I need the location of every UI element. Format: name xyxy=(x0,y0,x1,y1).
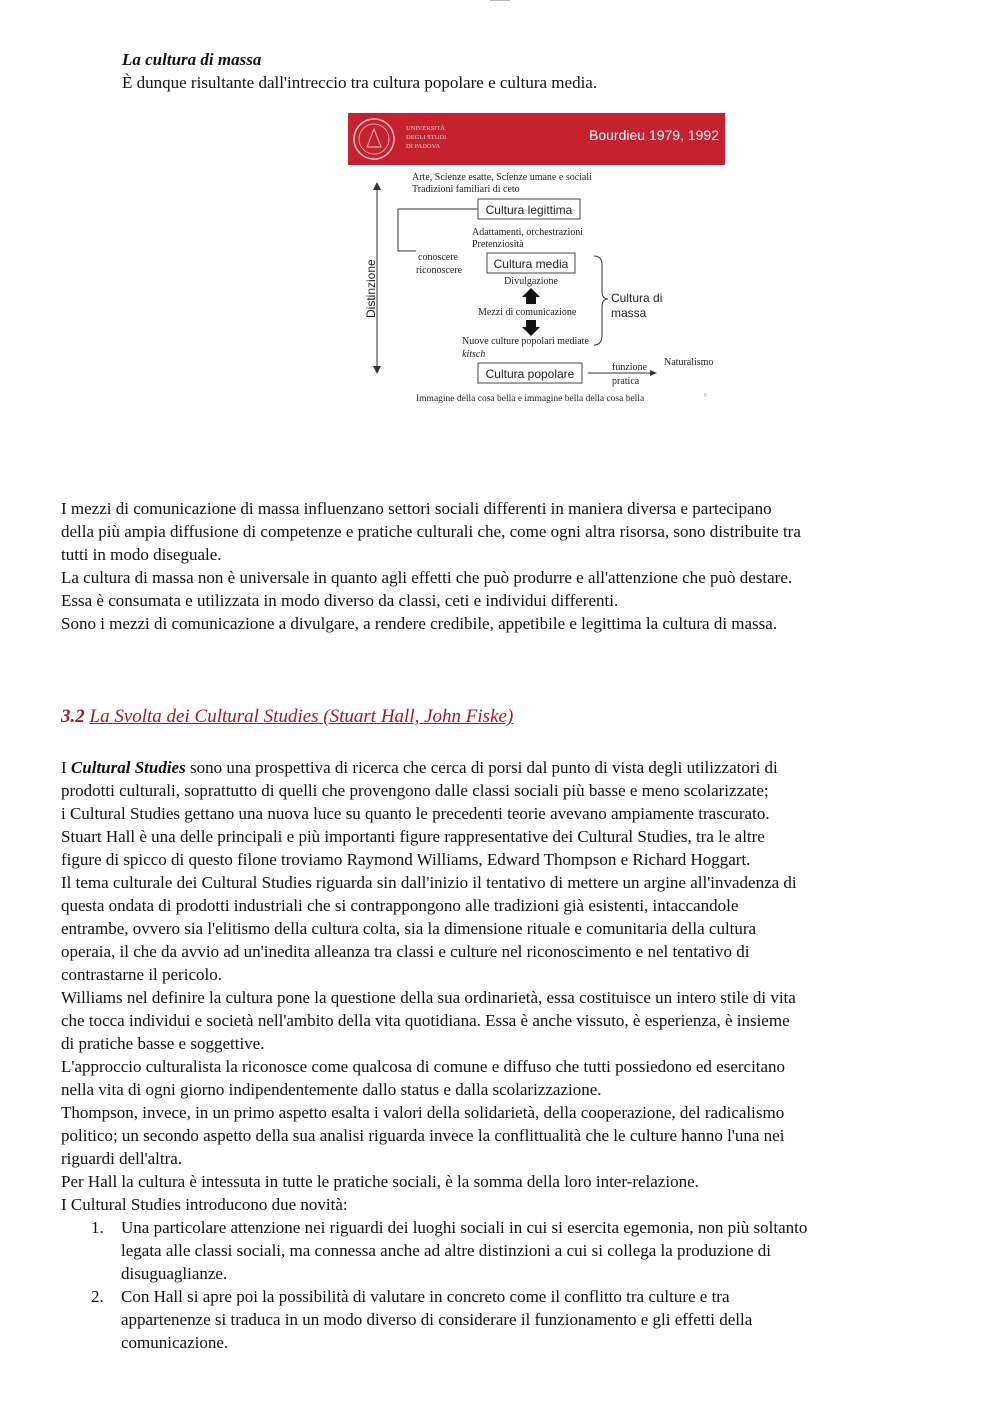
university-name-2: DEGLI STUDI xyxy=(406,134,447,141)
text-line: della più ampia diffusione di competenze e pratiche culturali che, come ogni altra risorsa, sono distribuite tra xyxy=(61,522,801,541)
text-line: La cultura di massa non è universale in quanto agli effetti che può produrre e all'attenzione che può destare. xyxy=(61,568,793,587)
adattamenti-line-2: Pretenziosità xyxy=(472,239,524,250)
bottom-caption: Immagine della cosa bella e immagine bella della cosa bella xyxy=(416,394,645,404)
pratica-label: pratica xyxy=(612,376,640,387)
cultura-legittima-label: Cultura legittima xyxy=(485,203,573,217)
text-line: Il tema culturale dei Cultural Studies riguarda sin dall'inizio il tentativo di mettere un argine all'invadenza di xyxy=(61,873,797,892)
diagram-header-title: Bourdieu 1979, 1992 xyxy=(589,127,719,143)
text-line: tutti in modo diseguale. xyxy=(61,545,222,564)
page-header-mark xyxy=(490,0,510,1)
university-name-1: UNIVERSITÀ xyxy=(406,125,445,132)
diagram-svg xyxy=(348,113,726,408)
text-line: contrastarne il pericolo. xyxy=(61,965,222,984)
text-line: legata alle classi sociali, ma connessa anche ad altre distinzioni a cui si collega la produzione di xyxy=(121,1241,772,1260)
text-line xyxy=(61,756,951,779)
cultura-popolare-label: Cultura popolare xyxy=(485,367,575,381)
text-line: entrambe, ovvero sia l'elitismo della cultura colta, sia la dimensione rituale e comunitaria della cultura xyxy=(61,919,757,938)
text-line: prodotti culturali, soprattutto di quelli che provengono dalle classi sociali più basse e meno scolarizzate; xyxy=(61,781,769,800)
naturalismo-label: Naturalismo xyxy=(664,357,714,368)
text-line: figure di spicco di questo filone troviamo Raymond Williams, Edward Thompson e Richard Hoggart. xyxy=(61,850,751,869)
text-line: i Cultural Studies gettano una nuova luce su quanto le precedenti teorie avevano ampiamente trascurato. xyxy=(61,804,770,823)
list-number: 1. xyxy=(91,1218,104,1237)
down-arrow-icon xyxy=(522,320,540,336)
connector-line xyxy=(398,209,478,251)
intro-title: La cultura di massa xyxy=(122,50,262,69)
top-line-2: Tradizioni familiari di ceto xyxy=(412,184,520,195)
novelty-list xyxy=(61,1216,951,1354)
section-heading xyxy=(61,706,513,728)
conoscere-label: conoscere xyxy=(418,252,458,263)
text-prefix: I xyxy=(61,758,71,777)
top-line-1: Arte, Scienze esatte, Scienze umane e sociali xyxy=(412,172,592,183)
text-line: Sono i mezzi di comunicazione a divulgare, a rendere credibile, appetibile e legittima la cultura di massa. xyxy=(61,614,778,633)
list-item xyxy=(61,1285,951,1354)
divulgazione-label: Divulgazione xyxy=(504,276,558,287)
text-line: appartenenze si traduca in un modo diverso di considerare il funzionamento e gli effetti della xyxy=(121,1310,753,1329)
list-number: 2. xyxy=(91,1287,104,1306)
text-line: riguardi dell'altra. xyxy=(61,1149,183,1168)
text-line: Per Hall la cultura è intessuta in tutte le pratiche sociali, è la somma della loro inter-relazione. xyxy=(61,1172,699,1191)
cultura-di-massa-brace xyxy=(594,256,608,345)
funzione-label: funzione xyxy=(612,362,647,373)
text-line: Stuart Hall è una delle principali e più importanti figure rappresentative dei Cultural Studies, tra le altre xyxy=(61,827,765,846)
text-line: operaia, il che da avvio ad un'inedita alleanza tra classi e culture nel riconoscimento e nel tentativo di xyxy=(61,942,750,961)
kitsch-label: kitsch xyxy=(462,349,486,360)
intro-text: È dunque risultante dall'intreccio tra cultura popolare e cultura media. xyxy=(122,73,598,92)
riconoscere-label: riconoscere xyxy=(416,265,463,276)
section-title[interactable]: La Svolta dei Cultural Studies (Stuart Hall, John Fiske) xyxy=(89,706,514,727)
cultura-di-massa-label-2: massa xyxy=(611,306,647,320)
text-line: comunicazione. xyxy=(121,1333,229,1352)
text-line: Una particolare attenzione nei riguardi dei luoghi sociali in cui si esercita egemonia, non più soltanto xyxy=(121,1218,808,1237)
text-line: L'approccio culturalista la riconosce come qualcosa di comune e diffuso che tutti possiedono ed esercitano xyxy=(61,1057,786,1076)
nuove-culture-label: Nuove culture popolari mediate xyxy=(462,336,589,347)
distinzione-label: Distinzione xyxy=(364,259,378,318)
text-line: Con Hall si apre poi la possibilità di valutare in concreto come il conflitto tra culture e tra xyxy=(121,1287,730,1306)
up-arrow-icon xyxy=(522,288,540,304)
cultura-di-massa-label-1: Cultura di xyxy=(611,291,663,305)
paragraph-cultural-studies xyxy=(61,756,951,1354)
text-line: I mezzi di comunicazione di massa influenzano settori sociali differenti in maniera diversa e partecipano xyxy=(61,499,772,518)
adattamenti-line-1: Adattamenti, orchestrazioni xyxy=(472,227,584,238)
intro-block xyxy=(122,48,597,94)
text-line: questa ondata di prodotti industriali che si contrappongono alle tradizioni già esistenti, intaccandole xyxy=(61,896,739,915)
list-item xyxy=(61,1216,951,1285)
mezzi-label: Mezzi di comunicazione xyxy=(478,307,577,318)
text-line: di pratiche basse e soggettive. xyxy=(61,1034,265,1053)
paragraph-mass-media xyxy=(61,497,951,635)
text-line: politico; un secondo aspetto della sua analisi riguarda invece la conflittualità che le culture hanno l'una nei xyxy=(61,1126,785,1145)
text-line: nella vita di ogni giorno indipendentemente dallo status e dalla scolarizzazione. xyxy=(61,1080,602,1099)
slide-number: 5 xyxy=(704,393,707,399)
text-line: disuguaglianze. xyxy=(121,1264,228,1283)
funzione-arrowhead-icon xyxy=(650,370,657,376)
bourdieu-diagram xyxy=(348,113,726,408)
text-line: Williams nel definire la cultura pone la questione della sua ordinarietà, essa costituisce un intero stile di vita xyxy=(61,988,796,1007)
section-number: 3.2 xyxy=(61,706,85,727)
text-line: che tocca individui e società nell'ambito della vita quotidiana. Essa è anche vissuto, è esperienza, è insieme xyxy=(61,1011,790,1030)
text-line: I Cultural Studies introducono due novità: xyxy=(61,1195,348,1214)
cultura-media-label: Cultura media xyxy=(493,257,569,271)
text-line: Thompson, invece, in un primo aspetto esalta i valori della solidarietà, della cooperazione, del radicalismo xyxy=(61,1103,785,1122)
bold-term: Cultural Studies xyxy=(70,758,186,777)
text-rest: sono una prospettiva di ricerca che cerca di porsi dal punto di vista degli utilizzatori di xyxy=(185,758,778,777)
university-name-3: DI PADOVA xyxy=(406,143,441,150)
text-line: Essa è consumata e utilizzata in modo diverso da classi, ceti e individui differenti. xyxy=(61,591,619,610)
